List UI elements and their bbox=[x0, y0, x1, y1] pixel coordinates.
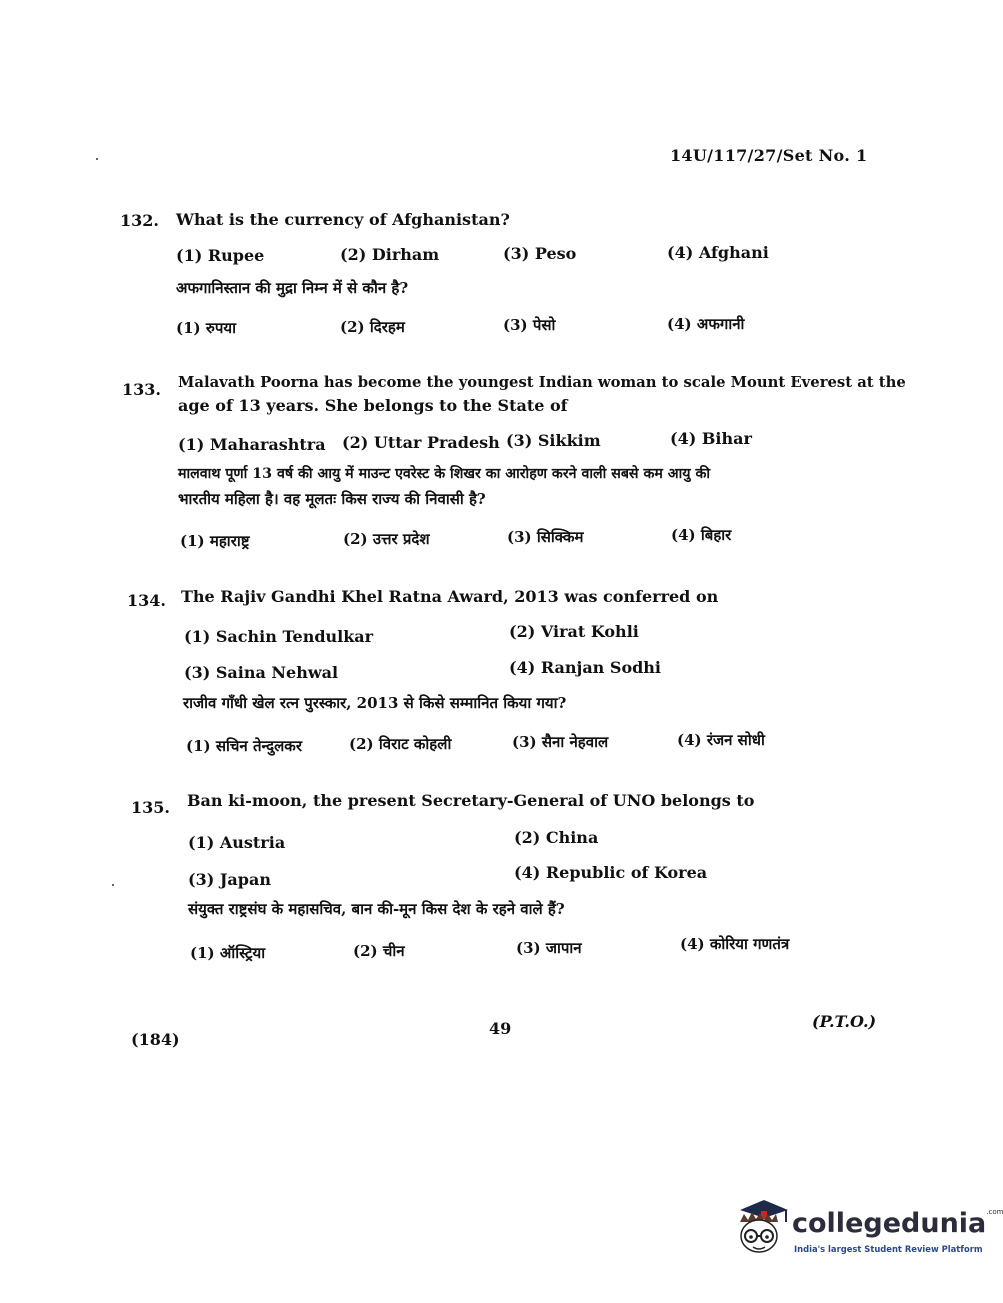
hindi-option-4: (4) कोरिया गणतंत्र bbox=[680, 935, 790, 953]
option-3: (3) Japan bbox=[188, 870, 271, 889]
option-4: (4) Ranjan Sodhi bbox=[509, 658, 662, 677]
watermark-logo bbox=[734, 1196, 1003, 1260]
option-3: (3) Peso bbox=[503, 244, 577, 263]
set-code: 14U/117/27/Set No. 1 bbox=[670, 146, 868, 165]
student-mascot-icon bbox=[734, 1196, 790, 1260]
option-4: (4) Afghani bbox=[667, 243, 769, 262]
question-text: What is the currency of Afghanistan? bbox=[176, 210, 510, 229]
option-1: (1) Rupee bbox=[176, 246, 265, 265]
hindi-question-text-line1: मालवाथ पूर्णा 13 वर्ष की आयु में माउन्ट एवरेस्ट के शिखर का आरोहण करने वाली सबसे कम आयु की bbox=[178, 466, 711, 482]
hindi-option-1: (1) महाराष्ट्र bbox=[180, 532, 250, 550]
question-number: 135. bbox=[131, 798, 170, 817]
page-number: 49 bbox=[489, 1019, 512, 1038]
hindi-option-3: (3) सिक्किम bbox=[507, 528, 584, 546]
option-4: (4) Bihar bbox=[670, 429, 752, 448]
brand-name: collegedunia$^{.com}$ bbox=[792, 1208, 1003, 1239]
question-number: 133. bbox=[122, 380, 161, 399]
option-2: (2) Uttar Pradesh bbox=[342, 433, 500, 452]
hindi-option-3: (3) सैना नेहवाल bbox=[512, 733, 609, 751]
option-1: (1) Austria bbox=[188, 833, 286, 852]
pto-marker: (P.T.O.) bbox=[812, 1012, 877, 1031]
hindi-option-2: (2) चीन bbox=[353, 942, 405, 960]
option-1: (1) Maharashtra bbox=[178, 435, 326, 454]
footer-code: (184) bbox=[131, 1030, 180, 1049]
option-4: (4) Republic of Korea bbox=[514, 863, 708, 882]
option-2: (2) Dirham bbox=[340, 245, 440, 264]
hindi-question-text: राजीव गाँधी खेल रत्न पुरस्कार, 2013 से किसे सम्मानित किया गया? bbox=[183, 694, 567, 712]
hindi-option-1: (1) सचिन तेन्दुलकर bbox=[186, 737, 302, 755]
scan-speck bbox=[96, 158, 98, 160]
hindi-option-4: (4) अफगानी bbox=[667, 315, 745, 333]
option-3: (3) Sikkim bbox=[506, 431, 601, 450]
question-number: 134. bbox=[127, 591, 166, 610]
scan-speck bbox=[112, 884, 114, 886]
hindi-option-2: (2) उत्तर प्रदेश bbox=[343, 530, 430, 548]
hindi-option-3: (3) पेसो bbox=[503, 316, 556, 334]
hindi-option-2: (2) दिरहम bbox=[340, 318, 405, 336]
hindi-option-3: (3) जापान bbox=[516, 939, 582, 957]
option-2: (2) China bbox=[514, 828, 599, 847]
hindi-option-4: (4) बिहार bbox=[671, 526, 732, 544]
option-2: (2) Virat Kohli bbox=[509, 622, 639, 641]
hindi-option-2: (2) विराट कोहली bbox=[349, 735, 452, 753]
question-text-line1: Malavath Poorna has become the youngest Indian woman to scale Mount Everest at the bbox=[178, 374, 906, 391]
hindi-option-1: (1) ऑस्ट्रिया bbox=[190, 944, 266, 962]
option-3: (3) Saina Nehwal bbox=[184, 663, 339, 682]
hindi-option-4: (4) रंजन सोधी bbox=[677, 731, 765, 749]
question-text-line2: age of 13 years. She belongs to the State of bbox=[178, 396, 568, 415]
hindi-question-text: अफगानिस्तान की मुद्रा निम्न में से कौन है? bbox=[176, 279, 409, 297]
hindi-question-text: संयुक्त राष्ट्रसंघ के महासचिव, बान की-मून किस देश के रहने वाले हैं? bbox=[188, 900, 565, 918]
question-text: The Rajiv Gandhi Khel Ratna Award, 2013 was conferred on bbox=[181, 587, 719, 606]
question-text: Ban ki-moon, the present Secretary-General of UNO belongs to bbox=[187, 791, 755, 810]
hindi-question-text-line2: भारतीय महिला है। वह मूलतः किस राज्य की निवासी है? bbox=[178, 490, 486, 508]
brand-tagline: India's largest Student Review Platform bbox=[794, 1244, 983, 1254]
hindi-option-1: (1) रुपया bbox=[176, 319, 236, 337]
option-1: (1) Sachin Tendulkar bbox=[184, 627, 374, 646]
question-number: 132. bbox=[120, 211, 159, 230]
